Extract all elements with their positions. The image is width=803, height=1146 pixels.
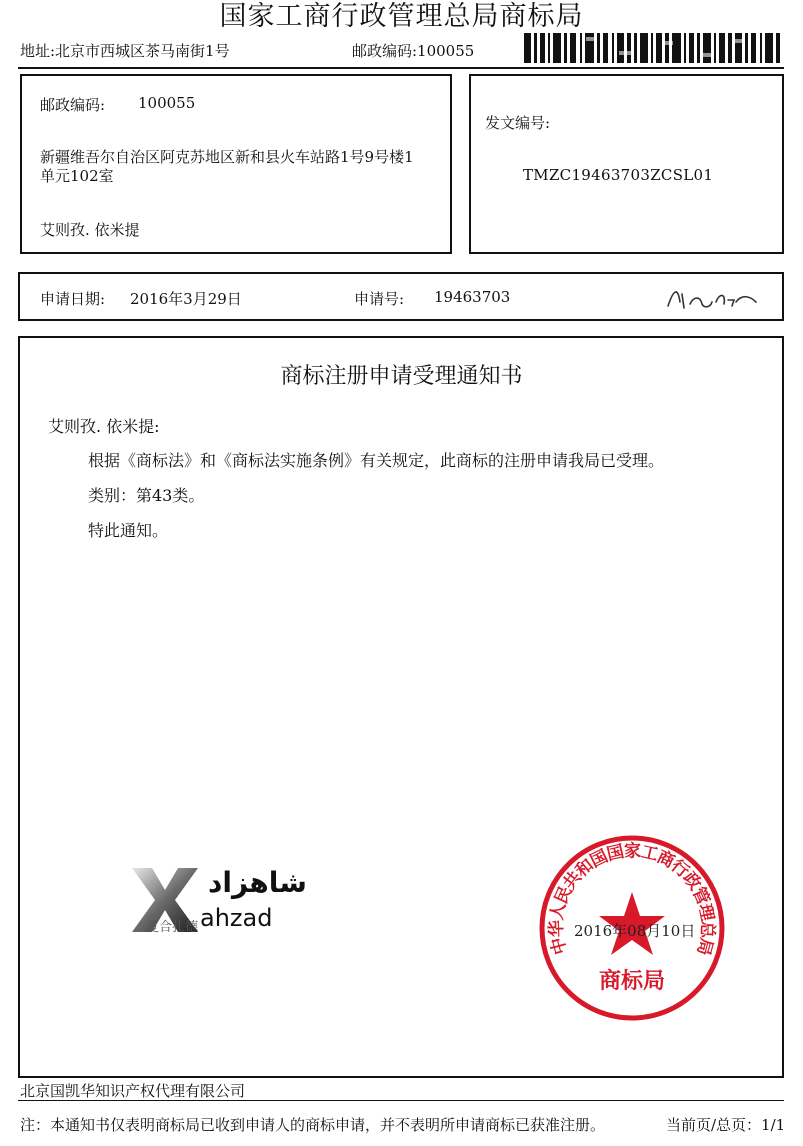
recipient-name: 艾则孜. 依米提: [40, 221, 140, 239]
application-number-label: 申请号:: [354, 290, 405, 308]
recipient-postcode-value: 100055: [138, 94, 196, 112]
notice-category: 类别：第43类。: [88, 486, 205, 505]
logo-latin-text: ahzad: [200, 904, 273, 932]
dispatch-number: TMZC19463703ZCSL01: [523, 166, 714, 184]
notice-date: 2016年08月10日: [574, 922, 696, 940]
trademark-signature: [664, 282, 760, 312]
application-date-value: 2016年3月29日: [130, 290, 242, 308]
recipient-box: [20, 74, 452, 254]
application-date-label: 申请日期:: [40, 290, 106, 308]
notice-salutation: 艾则孜. 依米提:: [48, 417, 160, 436]
page-indicator: 当前页/总页：1/1: [666, 1116, 786, 1134]
logo-chinese-text: 夏合扎德: [146, 920, 199, 935]
dispatch-box: [469, 74, 784, 254]
office-address: 地址:北京市西城区茶马南街1号: [20, 42, 230, 60]
recipient-address-line2: 单元102室: [40, 167, 114, 185]
seal-center-text: 商标局: [598, 969, 666, 994]
notice-closing: 特此通知。: [88, 521, 169, 540]
logo-arabic-text: شاهزاد: [208, 866, 307, 899]
barcode: [524, 33, 782, 63]
dispatch-label: 发文编号:: [485, 114, 551, 132]
header-rule: [18, 67, 784, 69]
recipient-postcode-label: 邮政编码:: [40, 96, 106, 114]
seal-ring-text: 中华人民共和国国家工商行政管理总局: [546, 841, 718, 957]
document-title: 国家工商行政管理总局商标局: [219, 1, 584, 32]
trademark-logo: [130, 864, 310, 936]
office-postcode: 邮政编码:100055: [352, 42, 475, 60]
application-number-value: 19463703: [434, 288, 511, 306]
notice-title: 商标注册申请受理通知书: [280, 364, 523, 389]
notice-body: 根据《商标法》和《商标法实施条例》有关规定，此商标的注册申请我局已受理。: [88, 451, 665, 470]
agency-name: 北京国凯华知识产权代理有限公司: [20, 1082, 246, 1100]
footer-rule: [18, 1100, 784, 1101]
recipient-address-line1: 新疆维吾尔自治区阿克苏地区新和县火车站路1号9号楼1: [40, 148, 414, 166]
footer-note: 注：本通知书仅表明商标局已收到申请人的商标申请，并不表明所申请商标已获准注册。: [20, 1116, 606, 1134]
